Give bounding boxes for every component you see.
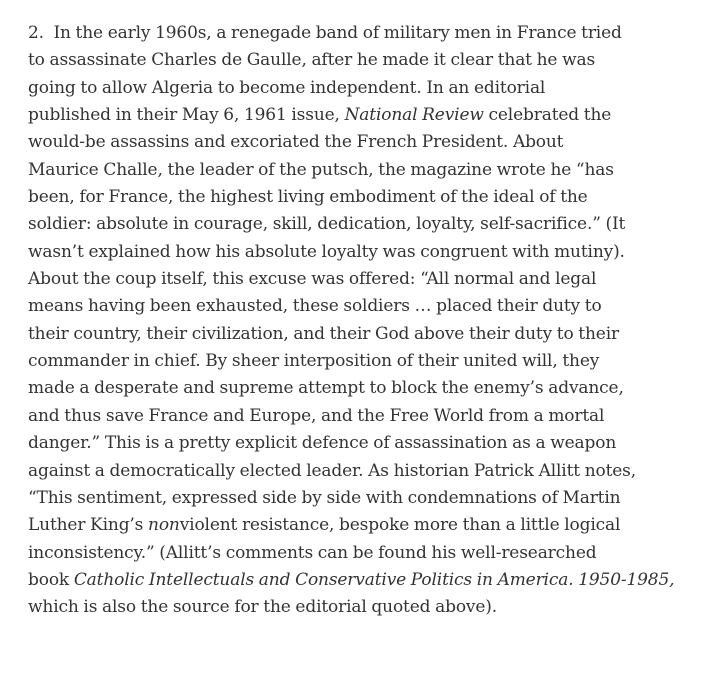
- footnote-line: [28, 266, 707, 293]
- text-run: which is also the source for the editorial quoted above).: [28, 597, 498, 618]
- footnote-line: [28, 293, 707, 320]
- text-run: means having been exhausted, these soldiers … placed their duty to: [28, 296, 602, 317]
- text-run: their country, their civilization, and their God above their duty to their: [28, 323, 619, 344]
- text-run: made a desperate and supreme attempt to block the enemy’s advance,: [28, 378, 624, 399]
- footnote-line: [28, 485, 707, 512]
- footnote-line: [28, 47, 707, 74]
- footnote-line: [28, 20, 707, 47]
- text-run: book: [28, 569, 74, 590]
- text-run: “This sentiment, expressed side by side with condemnations of Martin: [28, 487, 621, 508]
- footnote-line: [28, 430, 707, 457]
- footnote-line: [28, 211, 707, 238]
- text-run: Luther King’s: [28, 515, 149, 536]
- italic-text: National Review: [344, 105, 484, 126]
- text-run: against a democratically elected leader. As historian Patrick Allitt notes,: [28, 460, 636, 481]
- footnote-line: [28, 157, 707, 184]
- text-run: violent resistance, bespoke more than a little logical: [179, 515, 621, 536]
- footnote-line: [28, 540, 707, 567]
- footnote-line: [28, 567, 707, 594]
- italic-text: non: [148, 515, 180, 536]
- footnote-line: [28, 129, 707, 156]
- footnote-line: [28, 403, 707, 430]
- text-run: to assassinate Charles de Gaulle, after he made it clear that he was: [28, 50, 596, 71]
- text-run: going to allow Algeria to become independent. In an editorial: [28, 77, 546, 98]
- text-run: soldier: absolute in courage, skill, dedication, loyalty, self-sacrifice.” (It: [28, 214, 626, 235]
- footnote-line: [28, 102, 707, 129]
- text-run: celebrated the: [483, 105, 612, 126]
- footnote-line: [28, 184, 707, 211]
- footnote-line: [28, 375, 707, 402]
- footnote-line: [28, 75, 707, 102]
- text-run: published in their May 6, 1961 issue,: [28, 105, 345, 126]
- footnote-line: [28, 594, 707, 621]
- text-run: inconsistency.” (Allitt’s comments can be found his well-researched: [28, 542, 597, 563]
- footnote-number: 2.: [28, 23, 44, 43]
- text-run: In the early 1960s, a renegade band of military men in France tried: [53, 23, 622, 43]
- text-run: wasn’t explained how his absolute loyalty was congruent with mutiny).: [28, 241, 625, 262]
- text-run: been, for France, the highest living embodiment of the ideal of the: [28, 187, 588, 208]
- text-run: commander in chief. By sheer interposition of their united will, they: [28, 351, 600, 372]
- italic-text: Catholic Intellectuals and Conservative Politics in America. 1950-1985,: [73, 569, 675, 590]
- text-run: would-be assassins and excoriated the French President. About: [28, 132, 564, 153]
- text-run: Maurice Challe, the leader of the putsch, the magazine wrote he “has: [28, 159, 614, 180]
- text-run: danger.” This is a pretty explicit defence of assassination as a weapon: [28, 433, 617, 454]
- footnote-line: [28, 321, 707, 348]
- footnote-line: [28, 348, 707, 375]
- footnote-paragraph: [28, 20, 707, 622]
- footnote-line: [28, 512, 707, 539]
- footnote-line: [28, 458, 707, 485]
- text-run: and thus save France and Europe, and the Free World from a mortal: [28, 405, 605, 426]
- footnote-line: [28, 239, 707, 266]
- text-run: About the coup itself, this excuse was offered: “All normal and legal: [28, 269, 597, 290]
